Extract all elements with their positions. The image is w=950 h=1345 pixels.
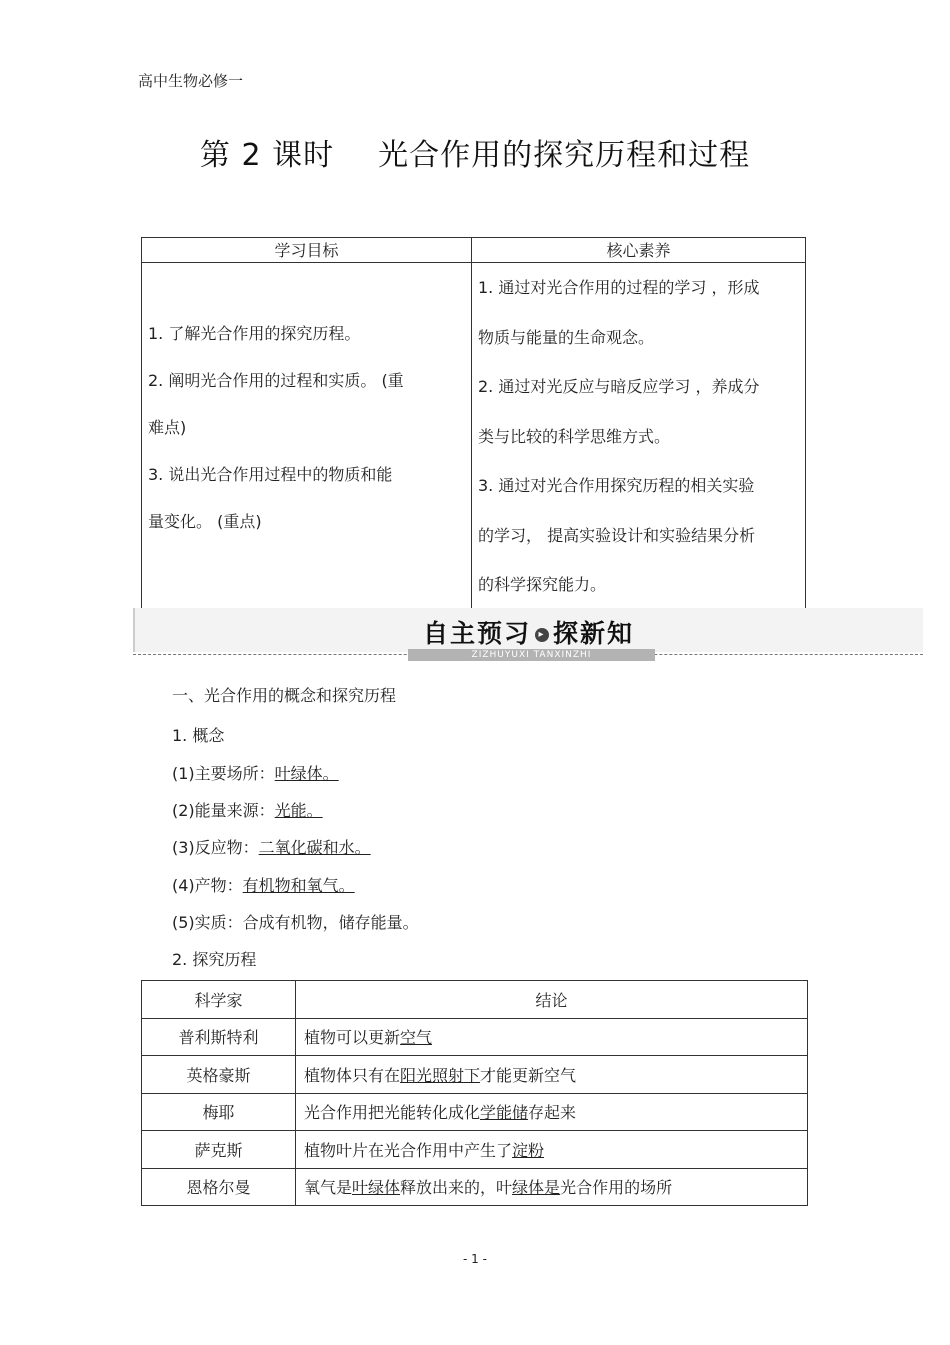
conclusion-cell: [296, 1093, 808, 1131]
banner-title-right: 探新知: [553, 619, 635, 648]
concept-item: [172, 873, 355, 896]
lesson-number: 第 2 课时: [199, 138, 335, 173]
conclusion-text: 叶绿体: [352, 1178, 401, 1198]
scientist-cell: 梅耶: [142, 1093, 296, 1131]
page-header: 高中生物必修一: [138, 72, 244, 90]
goals-header-competencies: 核心素养: [472, 238, 806, 263]
history-title: 2. 探究历程: [172, 950, 257, 969]
concept-value: 有机物和氧气。: [242, 876, 355, 895]
conclusion-text: 才能更新空气: [480, 1065, 577, 1085]
concept-label: (4)产物：: [172, 876, 243, 895]
concept-item: [172, 835, 371, 858]
conclusion-text: 释放出来的，叶: [400, 1178, 513, 1198]
concept-value: 二氧化碳和水。: [258, 838, 371, 857]
banner-pinyin: ZIZHUYUXI TANXINZHI: [408, 649, 655, 661]
competency-line: 物质与能量的生命观念。: [478, 327, 655, 347]
competency-line: 1. 通过对光合作用的过程的学习 ，形成: [478, 278, 760, 297]
concept-item: [172, 761, 339, 784]
conclusion-text: 光合作用把光能转化成化: [304, 1103, 481, 1123]
conclusion-text: 植物体只有在: [304, 1065, 401, 1085]
conclusion-cell: [296, 1018, 808, 1056]
banner-title-left: 自主预习: [423, 619, 532, 648]
concept-label: (5)实质：: [172, 913, 243, 932]
competency-line: 类与比较的科学思维方式。: [478, 426, 671, 446]
lesson-topic: 光合作用的探究历程和过程: [378, 138, 751, 173]
objective-line: 3. 说出光合作用过程中的物质和能: [148, 465, 393, 484]
concept-title: 1. 概念: [172, 726, 225, 745]
concept-item: [172, 910, 419, 933]
objective-line: 量变化。 (重点): [148, 512, 262, 531]
conclusion-text: 光合作用的场所: [560, 1178, 673, 1198]
concept-label: (2)能量来源：: [172, 801, 275, 820]
conclusion-text: 植物可以更新: [304, 1028, 401, 1048]
conclusion-cell: [296, 1056, 808, 1094]
conclusion-text: 淀粉: [512, 1140, 545, 1160]
competency-line: 的科学探究能力。: [478, 575, 607, 594]
table-row: [142, 1168, 808, 1206]
header-conclusion: 结论: [296, 981, 808, 1019]
scientist-cell: 英格豪斯: [142, 1056, 296, 1094]
competencies-cell: [472, 263, 806, 611]
objective-line: 2. 阐明光合作用的过程和实质。 (重: [148, 371, 404, 390]
table-row: [142, 1131, 808, 1169]
page-number: - 1 -: [463, 1252, 487, 1266]
scientist-cell: 普利斯特利: [142, 1018, 296, 1056]
conclusion-cell: [296, 1168, 808, 1206]
table-row: [142, 1056, 808, 1094]
header-scientist: 科学家: [142, 981, 296, 1019]
conclusion-cell: [296, 1131, 808, 1169]
concept-value: 光能。: [274, 801, 323, 820]
conclusion-text: 氧气是: [304, 1178, 353, 1198]
scientist-cell: 萨克斯: [142, 1131, 296, 1169]
concept-label: (1)主要场所：: [172, 764, 275, 783]
objectives-cell: [142, 263, 472, 611]
goals-header-objectives: 学习目标: [142, 238, 472, 263]
concept-item: [172, 798, 323, 821]
table-row: [142, 981, 808, 1019]
scientist-cell: 恩格尔曼: [142, 1168, 296, 1206]
page-title: [0, 130, 950, 174]
section-heading: 一、光合作用的概念和探究历程: [172, 686, 397, 705]
conclusion-text: 植物叶片在光合作用中产生了: [304, 1140, 513, 1160]
conclusion-text: 阳光照射下: [400, 1065, 481, 1085]
conclusion-text: 学能储: [480, 1103, 529, 1123]
play-circle-icon: ▸: [535, 628, 549, 642]
concept-value: 叶绿体。: [274, 764, 339, 783]
concept-value: 合成有机物，储存能量。: [242, 913, 419, 932]
concept-label: (3)反应物：: [172, 838, 259, 857]
competency-line: 2. 通过对光反应与暗反应学习 ，养成分: [478, 377, 760, 396]
section-banner: [133, 608, 923, 670]
competency-line: 3. 通过对光合作用探究历程的相关实验: [478, 476, 755, 495]
table-row: [142, 1093, 808, 1131]
objective-line: 1. 了解光合作用的探究历程。: [148, 324, 361, 343]
conclusion-text: 空气: [400, 1028, 433, 1048]
conclusion-text: 存起来: [528, 1103, 577, 1123]
competency-line: 的学习， 提高实验设计和实验结果分析: [478, 525, 756, 545]
objective-line: 难点): [148, 418, 187, 437]
goals-table: [141, 237, 806, 611]
history-table: [141, 980, 808, 1206]
table-row: [142, 1018, 808, 1056]
conclusion-text: 绿体是: [512, 1178, 561, 1198]
